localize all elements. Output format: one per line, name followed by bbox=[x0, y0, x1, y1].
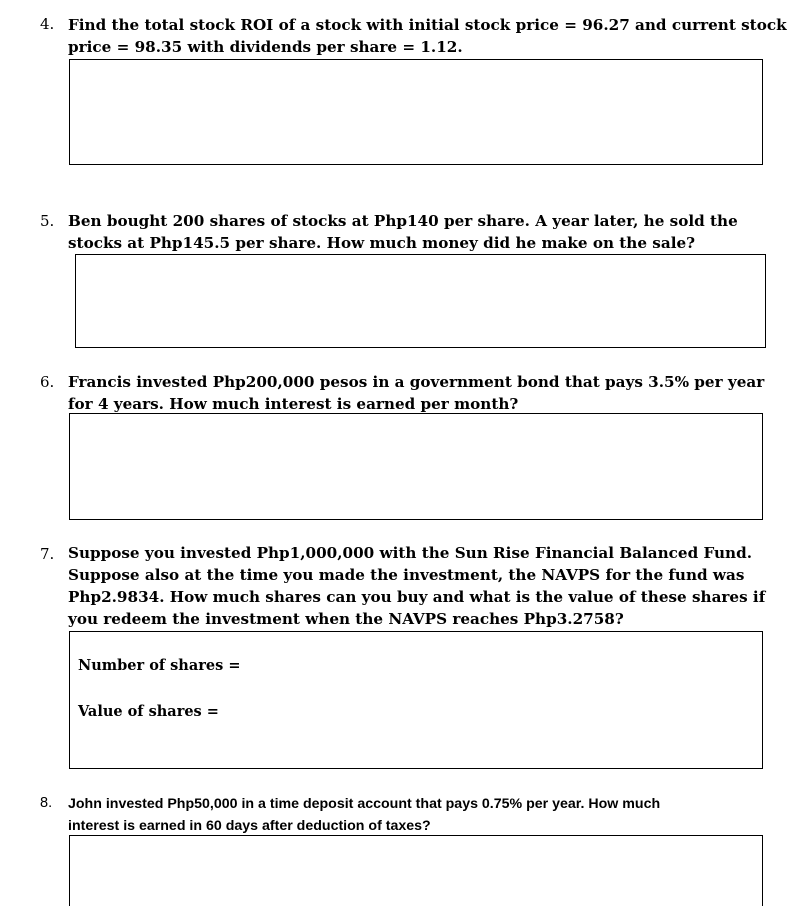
question-line: interest is earned in 60 days after deduction of taxes? bbox=[68, 818, 431, 834]
question-line: Suppose also at the time you made the investment, the NAVPS for the fund was bbox=[68, 566, 745, 584]
answer-box[interactable] bbox=[69, 413, 763, 520]
answer-box[interactable] bbox=[69, 835, 763, 906]
question-text bbox=[68, 14, 787, 58]
question-text bbox=[68, 542, 768, 630]
question-number: 4. bbox=[40, 15, 55, 33]
question-line: you redeem the investment when the NAVPS reaches Php3.2758? bbox=[68, 610, 624, 628]
question-line: price = 98.35 with dividends per share = 1.12. bbox=[68, 38, 463, 56]
question-text bbox=[68, 793, 768, 837]
answer-box[interactable] bbox=[69, 59, 763, 165]
question-line: Php2.9834. How much shares can you buy and what is the value of these shares if bbox=[68, 588, 766, 606]
question-text bbox=[68, 210, 768, 254]
question-line: Find the total stock ROI of a stock with initial stock price = 96.27 and current stock bbox=[68, 16, 787, 34]
question-line: Suppose you invested Php1,000,000 with the Sun Rise Financial Balanced Fund. bbox=[68, 544, 752, 562]
question-line: John invested Php50,000 in a time deposit account that pays 0.75% per year. How much bbox=[68, 796, 661, 812]
question-line: Ben bought 200 shares of stocks at Php140 per share. A year later, he sold the bbox=[68, 212, 738, 230]
answer-box[interactable] bbox=[75, 254, 766, 348]
question-line: for 4 years. How much interest is earned per month? bbox=[68, 395, 519, 413]
question-line: Francis invested Php200,000 pesos in a government bond that pays 3.5% per year bbox=[68, 373, 765, 391]
value-of-shares-label: Value of shares = bbox=[78, 703, 219, 720]
question-number: 5. bbox=[40, 212, 55, 230]
question-line: stocks at Php145.5 per share. How much money did he make on the sale? bbox=[68, 234, 696, 252]
number-of-shares-label: Number of shares = bbox=[78, 657, 241, 674]
question-number: 7. bbox=[40, 545, 55, 563]
question-number: 6. bbox=[40, 373, 55, 391]
answer-box[interactable] bbox=[69, 631, 763, 769]
question-text bbox=[68, 371, 768, 415]
question-number: 8. bbox=[40, 795, 53, 811]
